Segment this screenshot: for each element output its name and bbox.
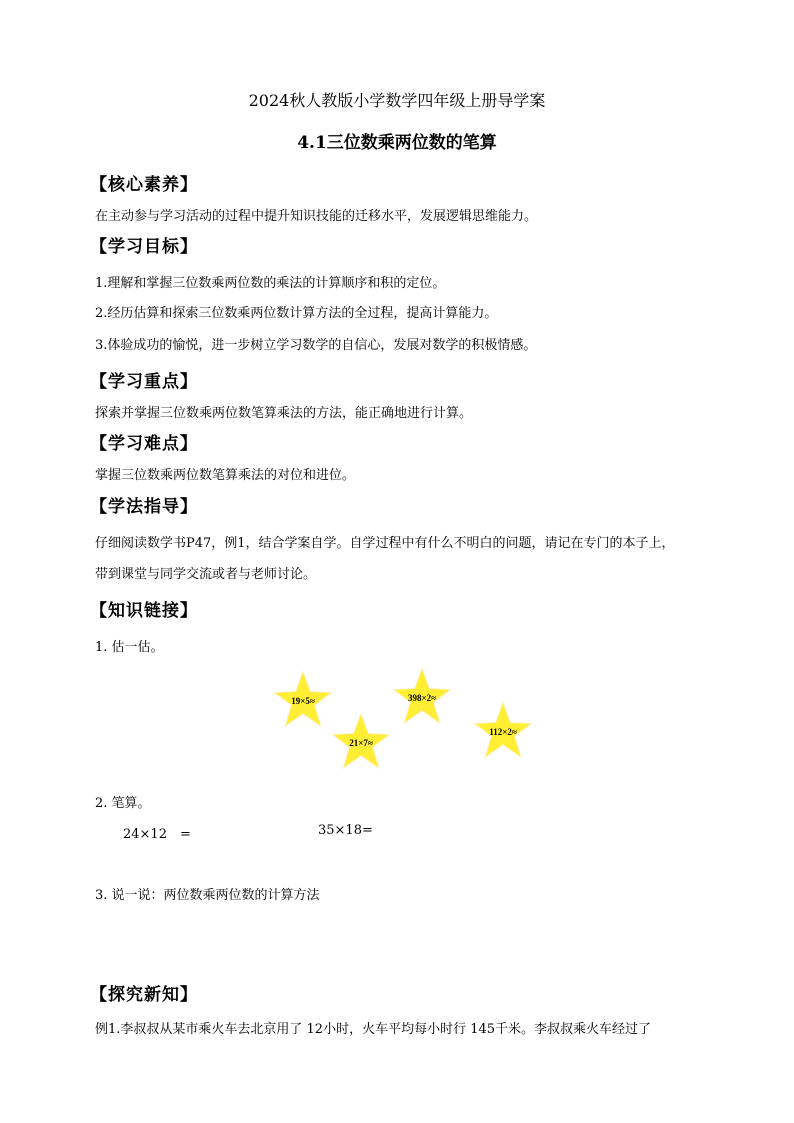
estimate-star: [273, 671, 333, 731]
heading-method: 【学法指导】: [90, 497, 198, 517]
calc-problem-2: 35×18=: [318, 823, 373, 838]
lesson-title: 4.1三位数乘两位数的笔算: [297, 133, 497, 153]
difficulty-text: 掌握三位数乘两位数笔算乘法的对位和进位。: [95, 468, 356, 483]
goal-item: 3.体验成功的愉悦，进一步树立学习数学的自信心，发展对数学的积极情感。: [95, 338, 537, 353]
heading-core: 【核心素养】: [90, 175, 198, 195]
star-label: 21×7≈: [349, 738, 373, 748]
heading-links: 【知识链接】: [90, 601, 198, 621]
heading-explore: 【探究新知】: [90, 985, 198, 1005]
calc-problem-1: 24×12 =: [123, 827, 191, 842]
method-line-2: 带到课堂与同学交流或者与老师讨论。: [95, 567, 317, 582]
star-label: 112×2≈: [489, 727, 517, 737]
method-line-1: 仔细阅读数学书P47，例1，结合学案自学。自学过程中有什么不明白的问题，请记在专门的本子上，: [95, 536, 675, 551]
heading-difficulty: 【学习难点】: [90, 434, 198, 454]
focus-text: 探索并掌握三位数乘两位数笔算乘法的方法，能正确地进行计算。: [95, 406, 473, 421]
example-1-text: 例1.李叔叔从某市乘火车去北京用了 12小时，火车平均每小时行 145千米。李叔叔乘火车经过了: [95, 1022, 652, 1037]
estimate-star: [473, 702, 533, 762]
star-label: 398×2≈: [407, 693, 437, 703]
goal-item: 1.理解和掌握三位数乘两位数的乘法的计算顺序和积的定位。: [95, 276, 446, 291]
question-2: 2. 笔算。: [95, 796, 151, 811]
estimate-star: [392, 668, 452, 728]
goal-item: 2.经历估算和探索三位数乘两位数计算方法的全过程，提高计算能力。: [95, 306, 498, 321]
question-1: 1. 估一估。: [95, 640, 164, 655]
estimate-star: [331, 713, 391, 773]
heading-focus: 【学习重点】: [90, 372, 198, 392]
document-title: 2024秋人教版小学数学四年级上册导学案: [248, 91, 546, 110]
question-3: 3. 说一说：两位数乘两位数的计算方法: [95, 888, 320, 903]
heading-goals: 【学习目标】: [90, 237, 198, 257]
core-text: 在主动参与学习活动的过程中提升知识技能的迁移水平，发展逻辑思维能力。: [95, 209, 538, 224]
star-label: 19×5≈: [291, 696, 315, 706]
